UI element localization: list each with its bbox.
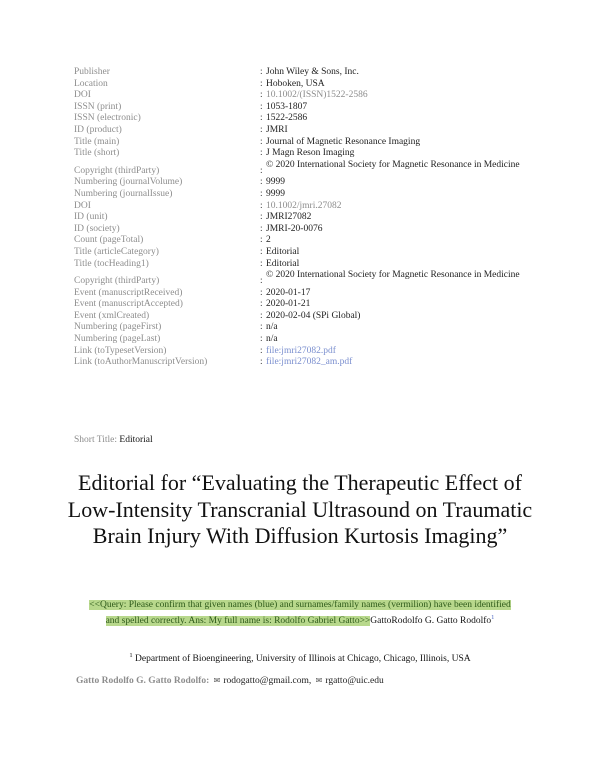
metadata-separator: : <box>260 223 263 234</box>
metadata-separator: : <box>260 212 263 223</box>
affiliation <box>0 652 600 664</box>
metadata-row <box>74 189 550 201</box>
short-title-label: Short Title: <box>74 435 118 445</box>
metadata-value: JMRI27082 <box>266 212 312 223</box>
affiliation-sup: 1 <box>129 652 133 659</box>
metadata-value: 2020-01-17 <box>266 287 311 298</box>
contact-names: Gatto Rodolfo G. Gatto Rodolfo: <box>76 676 210 686</box>
metadata-value: Journal of Magnetic Resonance Imaging <box>266 136 421 147</box>
metadata-separator: : <box>260 334 263 345</box>
metadata-separator: : <box>260 310 263 321</box>
contact-line <box>76 676 384 686</box>
metadata-row <box>74 311 550 323</box>
metadata-separator: : <box>260 276 263 287</box>
metadata-row <box>74 90 550 102</box>
metadata-separator: : <box>260 148 263 159</box>
metadata-key: Link (toAuthorManuscriptVersion) <box>74 357 208 368</box>
metadata-separator: : <box>260 90 263 101</box>
metadata-separator: : <box>260 101 263 112</box>
metadata-value[interactable]: file:jmri27082.pdf <box>266 345 336 356</box>
metadata-row <box>74 67 550 79</box>
metadata-key: Event (manuscriptReceived) <box>74 287 183 298</box>
metadata-separator: : <box>260 299 263 310</box>
article-title: Editorial for “Evaluating the Therapeutic Effect of Low-Intensity Transcranial Ultrasound on Traumatic Brain Injury With Diffusion Kurtosis Imaging” <box>67 470 533 548</box>
metadata-value: 10.1002/(ISSN)1522-2586 <box>266 90 368 101</box>
metadata-separator: : <box>260 165 263 176</box>
metadata-row <box>74 299 550 311</box>
metadata-key: Numbering (journalVolume) <box>74 177 183 188</box>
metadata-row <box>74 259 550 271</box>
metadata-separator: : <box>260 67 263 77</box>
metadata-key: Title (tocHeading1) <box>74 258 149 269</box>
metadata-row <box>74 113 550 125</box>
metadata-separator: : <box>260 113 263 124</box>
metadata-value[interactable]: file:jmri27082_am.pdf <box>266 357 353 368</box>
metadata-key: ID (society) <box>74 223 120 234</box>
metadata-separator: : <box>260 287 263 298</box>
affiliation-text: Department of Bioengineering, University of Illinois at Chicago, Chicago, Illinois, USA <box>135 654 471 665</box>
metadata-key: Count (pageTotal) <box>74 235 144 246</box>
email-1[interactable]: rodogatto@gmail.com, <box>223 676 312 686</box>
metadata-row <box>74 148 550 160</box>
metadata-value: 9999 <box>266 177 285 188</box>
metadata-table <box>74 67 550 369</box>
metadata-row <box>74 177 550 189</box>
metadata-separator: : <box>260 136 263 147</box>
metadata-key: ISSN (electronic) <box>74 113 141 124</box>
metadata-separator: : <box>260 78 263 89</box>
metadata-value: 10.1002/jmri.27082 <box>266 200 342 211</box>
metadata-value: n/a <box>266 322 278 333</box>
metadata-key: DOI <box>74 90 91 101</box>
author-affiliation-sup: 1 <box>491 613 495 621</box>
metadata-row <box>74 235 550 247</box>
metadata-separator: : <box>260 188 263 199</box>
author-query <box>82 599 518 627</box>
metadata-key: Numbering (pageLast) <box>74 334 161 345</box>
metadata-row <box>74 212 550 224</box>
metadata-key: Copyright (thirdParty) <box>74 276 160 287</box>
metadata-separator: : <box>260 322 263 333</box>
metadata-row <box>74 137 550 149</box>
metadata-row <box>74 160 550 178</box>
envelope-icon: ✉ <box>213 676 221 685</box>
metadata-separator: : <box>260 124 263 135</box>
metadata-value: Editorial <box>266 246 300 257</box>
metadata-row <box>74 201 550 213</box>
metadata-separator: : <box>260 258 263 269</box>
metadata-key: Numbering (journalIssue) <box>74 188 173 199</box>
metadata-value: 1522-2586 <box>266 113 308 124</box>
short-title <box>74 435 153 445</box>
metadata-separator: : <box>260 200 263 211</box>
metadata-value: n/a <box>266 334 278 345</box>
metadata-value: John Wiley & Sons, Inc. <box>266 67 359 77</box>
metadata-value: 2 <box>266 235 271 246</box>
metadata-key: ISSN (print) <box>74 101 122 112</box>
metadata-key: Numbering (pageFirst) <box>74 322 162 333</box>
metadata-row <box>74 79 550 91</box>
metadata-separator: : <box>260 177 263 188</box>
short-title-value: Editorial <box>119 435 153 445</box>
metadata-row <box>74 247 550 259</box>
metadata-key: Link (toTypesetVersion) <box>74 345 167 356</box>
metadata-key: Event (manuscriptAccepted) <box>74 299 183 310</box>
metadata-row <box>74 224 550 236</box>
metadata-key: Title (articleCategory) <box>74 246 159 257</box>
metadata-row <box>74 288 550 300</box>
metadata-row <box>74 346 550 358</box>
metadata-key: Event (xmlCreated) <box>74 310 150 321</box>
metadata-separator: : <box>260 357 263 368</box>
metadata-value: J Magn Reson Imaging <box>266 148 355 159</box>
metadata-separator: : <box>260 246 263 257</box>
metadata-value: 2020-01-21 <box>266 299 311 310</box>
metadata-row <box>74 270 550 288</box>
metadata-value: Hoboken, USA <box>266 78 325 89</box>
metadata-value: © 2020 International Society for Magnetic Resonance in Medicine <box>266 270 520 281</box>
metadata-key: ID (unit) <box>74 212 108 223</box>
metadata-row <box>74 334 550 346</box>
metadata-value: Editorial <box>266 258 300 269</box>
metadata-key: Title (short) <box>74 148 120 159</box>
metadata-key: Publisher <box>74 67 110 77</box>
metadata-key: Copyright (thirdParty) <box>74 165 160 176</box>
metadata-value: © 2020 International Society for Magnetic Resonance in Medicine <box>266 159 520 170</box>
metadata-key: DOI <box>74 200 91 211</box>
metadata-key: ID (product) <box>74 124 122 135</box>
query-highlight[interactable]: <<Query: Please confirm that given names (blue) and surnames/family names (vermilion) have been identified and spelled correctly. Ans: My full name is: Rodolfo Gabriel Gatto>> <box>89 600 511 626</box>
metadata-row <box>74 125 550 137</box>
metadata-separator: : <box>260 345 263 356</box>
metadata-value: 9999 <box>266 188 285 199</box>
email-2[interactable]: rgatto@uic.edu <box>325 676 384 686</box>
metadata-row <box>74 322 550 334</box>
metadata-key: Title (main) <box>74 136 120 147</box>
metadata-value: 2020-02-04 (SPi Global) <box>266 310 361 321</box>
metadata-key: Location <box>74 78 108 89</box>
author-line: GattoRodolfo G. Gatto Rodolfo <box>370 615 492 626</box>
metadata-separator: : <box>260 235 263 246</box>
metadata-row <box>74 357 550 369</box>
metadata-value: JMRI-20-0076 <box>266 223 323 234</box>
metadata-value: JMRI <box>266 124 288 135</box>
metadata-row <box>74 102 550 114</box>
metadata-value: 1053-1807 <box>266 101 308 112</box>
envelope-icon: ✉ <box>315 676 323 685</box>
